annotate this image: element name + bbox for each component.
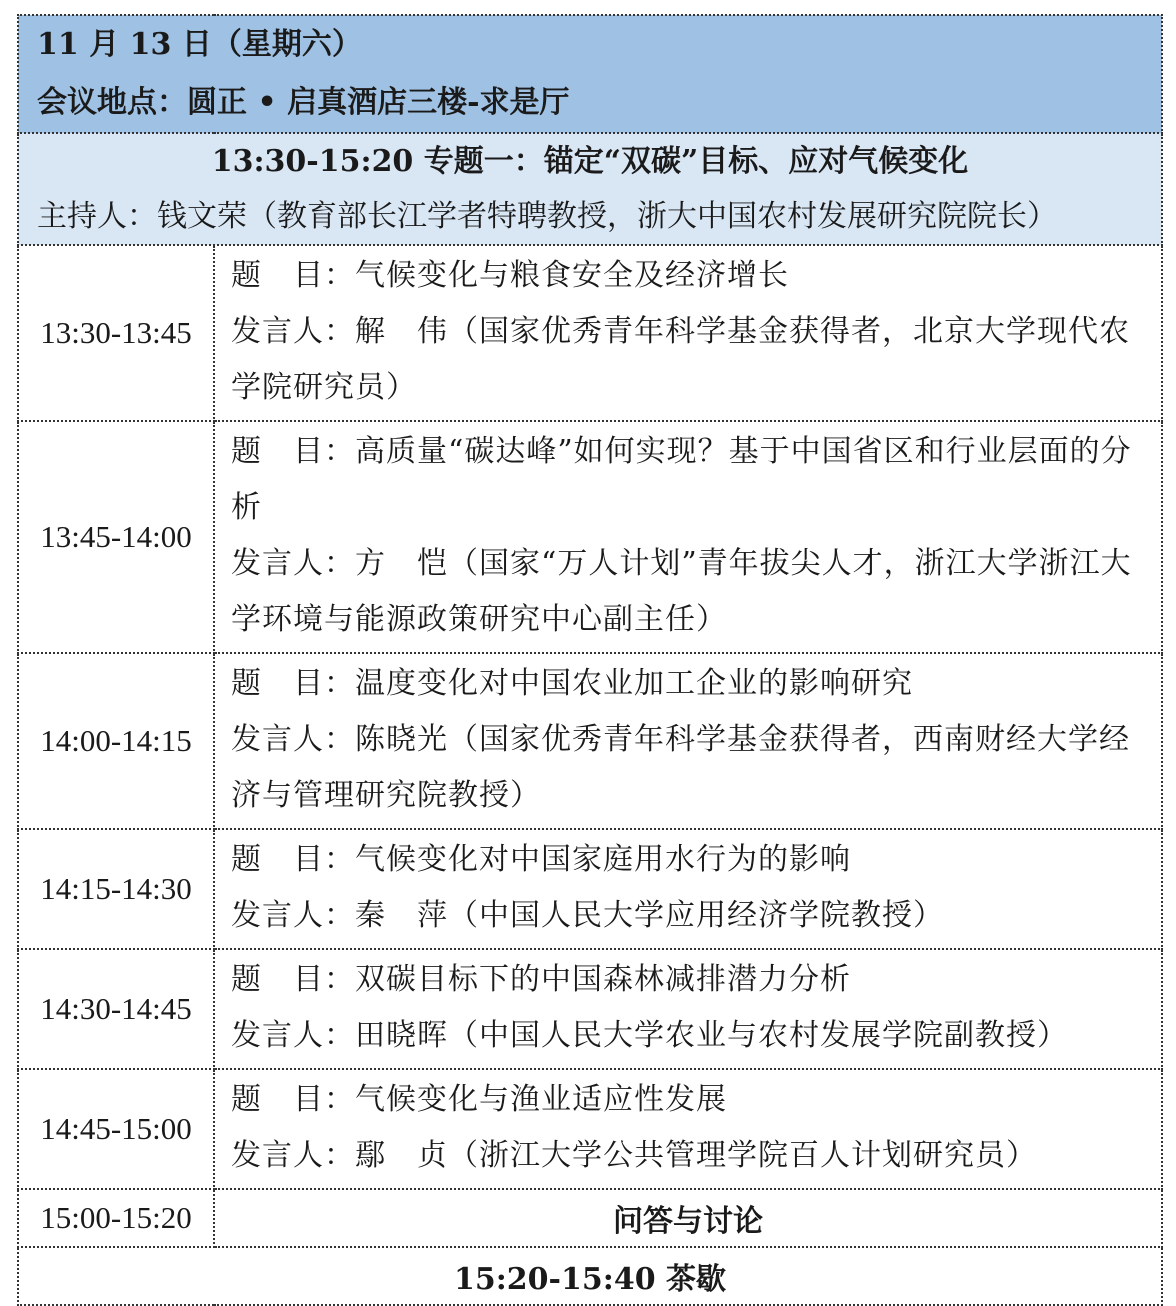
talk-row (18, 421, 1162, 653)
talk-time: 14:15-14:30 (18, 829, 214, 949)
talk-detail (214, 653, 1162, 829)
talk-topic: 题 目：气候变化与粮食安全及经济增长 (231, 258, 789, 293)
talk-detail (214, 949, 1162, 1069)
session-row (18, 133, 1162, 245)
header-cell (18, 15, 1162, 133)
talk-time: 14:45-15:00 (18, 1069, 214, 1189)
date-line: 11 月 13 日（星期六） (37, 27, 362, 62)
talk-row (18, 949, 1162, 1069)
talk-topic: 题 目：温度变化对中国农业加工企业的影响研究 (231, 666, 913, 701)
talk-detail (214, 421, 1162, 653)
talk-row (18, 245, 1162, 421)
talk-topic: 题 目：高质量“碳达峰”如何实现？基于中国省区和行业层面的分析 (231, 434, 1132, 525)
tea-break-label: 15:20-15:40 茶歇 (18, 1247, 1162, 1305)
talk-time: 13:45-14:00 (18, 421, 214, 653)
talk-topic: 题 目：气候变化对中国家庭用水行为的影响 (231, 842, 851, 877)
session-cell (18, 133, 1162, 245)
talk-speaker: 发言人：鄢 贞（浙江大学公共管理学院百人计划研究员） (231, 1138, 1037, 1173)
session-title: 13:30-15:20 专题一：锚定“双碳”目标、应对气候变化 (211, 144, 969, 179)
qa-row (18, 1189, 1162, 1247)
session-host: 主持人：钱文荣（教育部长江学者特聘教授，浙大中国农村发展研究院院长） (37, 199, 1057, 234)
talk-speaker: 发言人：解 伟（国家优秀青年科学基金获得者，北京大学现代农学院研究员） (231, 314, 1130, 405)
talk-time: 13:30-13:45 (18, 245, 214, 421)
talk-detail (214, 1069, 1162, 1189)
schedule-sheet (17, 14, 1161, 1306)
talk-speaker: 发言人：陈晓光（国家优秀青年科学基金获得者，西南财经大学经济与管理研究院教授） (231, 722, 1130, 813)
schedule-table (17, 14, 1163, 1306)
qa-time: 15:00-15:20 (18, 1189, 214, 1247)
talk-time: 14:00-14:15 (18, 653, 214, 829)
talk-detail (214, 245, 1162, 421)
talk-detail (214, 829, 1162, 949)
header-row (18, 15, 1162, 133)
talk-row (18, 1069, 1162, 1189)
talk-topic: 题 目：气候变化与渔业适应性发展 (231, 1082, 727, 1117)
tea-break-row (18, 1247, 1162, 1305)
talk-time: 14:30-14:45 (18, 949, 214, 1069)
venue-line: 会议地点：圆正 • 启真酒店三楼-求是厅 (37, 85, 570, 120)
talk-topic: 题 目：双碳目标下的中国森林减排潜力分析 (231, 962, 851, 997)
talk-row (18, 829, 1162, 949)
talk-row (18, 653, 1162, 829)
qa-label: 问答与讨论 (214, 1189, 1162, 1247)
talk-speaker: 发言人：秦 萍（中国人民大学应用经济学院教授） (231, 898, 944, 933)
talk-speaker: 发言人：田晓晖（中国人民大学农业与农村发展学院副教授） (231, 1018, 1068, 1053)
talk-speaker: 发言人：方 恺（国家“万人计划”青年拔尖人才，浙江大学浙江大学环境与能源政策研究中心副主任） (231, 546, 1132, 637)
